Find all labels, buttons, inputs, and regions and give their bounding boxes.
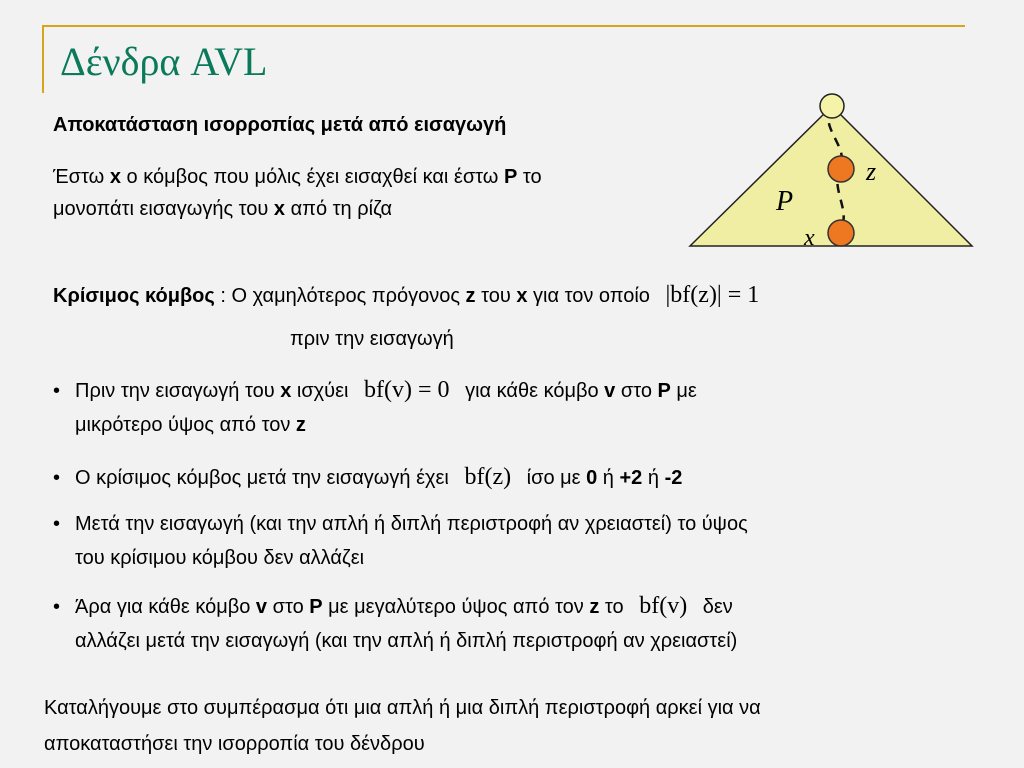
b1-text-4: στο (615, 380, 658, 402)
b1-z: z (295, 414, 306, 436)
b2-value-0: 0 (586, 467, 598, 489)
b4-text-4: το (599, 596, 624, 618)
b4-z: z (589, 596, 600, 618)
b2-or-1: ή (597, 467, 620, 489)
b1-text-3: για κάθε κόμβο (465, 380, 605, 402)
intro-P: P (503, 166, 518, 188)
label-x: x (804, 225, 815, 251)
critical-line-2: πριν την εισαγωγή (290, 328, 454, 350)
intro-paragraph (53, 161, 693, 225)
intro-text-3: το (517, 166, 542, 188)
b2-formula: bf(z) (464, 464, 512, 490)
b3-line-1: Μετά την εισαγωγή (και την απλή ή διπλή περιστροφή αν χρειαστεί) το ύψος (75, 513, 748, 535)
b1-formula: bf(v) = 0 (364, 377, 450, 403)
label-z: z (866, 157, 877, 186)
b4-text-2: στο (267, 596, 310, 618)
b1-P: P (657, 380, 671, 402)
b4-v: v (255, 596, 268, 618)
b2-or-2: ή (642, 467, 665, 489)
intro-text-5: από τη ρίζα (285, 198, 393, 220)
bullet-2 (53, 460, 1013, 495)
path-diagram (688, 92, 978, 252)
b1-text-1: Πριν την εισαγωγή του (75, 380, 281, 402)
bullet-dot: • (53, 467, 61, 489)
critical-formula: |bf(z)| = 1 (665, 282, 760, 308)
b2-value-minus2: -2 (664, 467, 683, 489)
intro-x-2: x (273, 198, 286, 220)
label-P: P (776, 186, 794, 217)
bullet-3 (53, 507, 1013, 575)
inserted-node (828, 220, 854, 246)
critical-text-2: του (475, 285, 517, 307)
critical-text-1: Ο χαμηλότερος πρόγονος (231, 285, 466, 307)
b3-line-2: του κρίσιμου κόμβου δεν αλλάζει (75, 547, 365, 569)
b4-formula: bf(v) (639, 593, 688, 619)
intro-x: x (109, 166, 121, 188)
critical-node (828, 156, 854, 182)
title-top-rule (42, 25, 965, 27)
b4-text-1: Άρα για κάθε κόμβο (75, 596, 256, 618)
b4-line-2: αλλάζει μετά την εισαγωγή (και την απλή ή διπλή περιστροφή αν χρειαστεί) (75, 630, 738, 652)
critical-label: Κρίσιμος κόμβος (53, 285, 215, 307)
intro-text-4: μονοπάτι εισαγωγής του (53, 198, 274, 220)
b2-value-plus2: +2 (619, 467, 643, 489)
critical-node-definition (53, 279, 1013, 312)
b2-text-2: ίσο με (526, 467, 587, 489)
b4-text-3: με μεγαλύτερο ύψος από τον (322, 596, 590, 618)
conclusion-line-1: Καταλήγουμε στο συμπέρασμα ότι μια απλή ή μια διπλή περιστροφή αρκεί για να (44, 697, 761, 719)
section-heading: Αποκατάσταση ισορροπίας μετά από εισαγωγή (53, 114, 507, 136)
bullet-dot: • (53, 513, 61, 535)
bullet-dot: • (53, 380, 61, 402)
title-left-rule (42, 25, 44, 93)
b1-text-2: ισχύει (291, 380, 349, 402)
conclusion-line-2: αποκαταστήσει την ισορροπία του δένδρου (44, 733, 425, 755)
conclusion (44, 690, 1014, 762)
b1-x: x (280, 380, 292, 402)
critical-text-3: για τον οποίο (527, 285, 650, 307)
b1-v: v (604, 380, 616, 402)
root-node (820, 94, 844, 118)
bullet-dot: • (53, 596, 61, 618)
b4-text-5: δεν (702, 596, 733, 618)
b4-P: P (309, 596, 323, 618)
b1-text-6: μικρότερο ύψος από τον (75, 414, 296, 436)
bullet-1 (53, 373, 1013, 442)
b1-text-5: με (670, 380, 697, 402)
b2-text-1: Ο κρίσιμος κόμβος μετά την εισαγωγή έχει (75, 467, 449, 489)
bullet-4 (53, 589, 1013, 658)
critical-z: z (465, 285, 476, 307)
intro-text-1: Έστω (53, 166, 110, 188)
page-title: Δένδρα AVL (60, 39, 268, 84)
critical-x: x (516, 285, 528, 307)
critical-colon: : (214, 285, 232, 307)
intro-text-2: ο κόμβος που μόλις έχει εισαχθεί και έστω (120, 166, 504, 188)
